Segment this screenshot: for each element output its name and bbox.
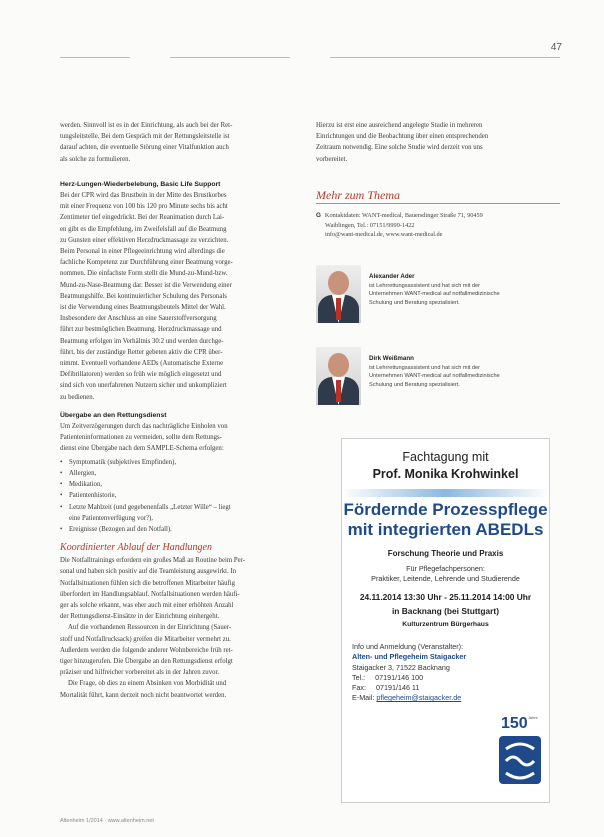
section-heading-cpr: Herz-Lungen-Wiederbelebung, Basic Life Support (60, 180, 221, 188)
ad-city: in Backnang (bei Stuttgart) (391, 606, 500, 616)
text-line: tungsleitstelle. Bei dem Gespräch mit der Rettungsleitstelle ist (60, 133, 230, 141)
text-line: Hierzu ist erst eine ausreichend angelegte Studie in mehreren (316, 122, 483, 129)
coordination-paragraph (60, 555, 298, 701)
text-line: tiger hinzugerufen. Die Übergabe an den Rettungsdienst erfolgt (60, 657, 233, 665)
author-card-weissmann (316, 347, 562, 407)
bio-line: ist Lehrrettungsassistent und hat sich mit der (369, 364, 480, 371)
organizer-name: Alten- und Pflegeheim Staigacker (352, 652, 467, 662)
text-line: ist die Verwendung eines Beatmungsbeutels Mittel der Wahl. (60, 304, 226, 312)
text-line: überfordert im Handlungsablauf. Notfallsituationen werden häufi- (60, 590, 240, 598)
ad-date: 24.11.2014 13:30 Uhr - 25.11.2014 14:00 Uhr (359, 592, 532, 602)
audience-line: Praktiker, Leitende, Lehrende und Studierende (371, 574, 520, 583)
text-line: sonal und haben sich positiv auf die Teamleistung ausgewirkt. In (60, 568, 237, 576)
contact-label: Info und Anmeldung (Veranstalter): (352, 642, 464, 651)
contact-link[interactable]: info@want-medical.de, www.want-medical.de (325, 231, 443, 238)
email-label: E-Mail: (352, 693, 375, 703)
text-line: sind sich von unerfahrenen Nutzern sicher und unkompliziert (60, 382, 227, 390)
text-line: werden. Sinnvoll ist es in der Einrichtung, als auch bei der Ret- (60, 122, 233, 129)
handover-paragraph (60, 421, 298, 455)
ad-title-line: mit integrierten ABEDLs (347, 520, 544, 539)
list-item: • Patientenhistorie, (60, 490, 298, 501)
ad-subtitle: Forschung Theorie und Praxis (387, 549, 504, 558)
contact-line: Waiblingen, Tel.: 07151/9999-1422 (325, 221, 415, 229)
text-line: Mortalität führt, kann derzeit noch nicht beantwortet werden. (60, 691, 227, 699)
author-photo (316, 265, 361, 323)
text-line: stoff und Notfallrucksack) greifen die Mitarbeiter vermehrt zu. (60, 635, 231, 643)
section-heading-coordination: Koordinierter Ablauf der Handlungen (60, 542, 212, 554)
bio-line: Schulung und Beratung spezialisiert. (369, 299, 460, 306)
bio-line: Schulung und Beratung spezialisiert. (369, 381, 460, 388)
ad-venue: Kulturzentrum Bürgerhaus (402, 621, 489, 628)
divider (316, 203, 560, 204)
text-line: Einrichtungen und die Beobachtung über einen entsprechenden (316, 133, 489, 141)
text-line: Beatmungshilfe. Bei kontinuierlicher Schulung des Personals (60, 292, 227, 300)
text-line: Beim Personal in einer Pflegeeinrichtung wird allerdings die (60, 248, 225, 256)
bio-line: Unternehmen WANT-medical auf notfallmedizinische (369, 291, 500, 298)
text-line: zu Gunsten einer effektiven Herzdruckmassage zu verzichten. (60, 236, 229, 244)
anniversary-badge (501, 715, 538, 733)
text-line: Außerdem werden die folgende anderer Wohnbereiche früh ret- (60, 646, 233, 654)
text-line: führt zur bestmöglichen Beatmung. Herzdruckmassage und (60, 326, 222, 334)
text-line: dienst eine Übergabe nach dem SAMPLE-Schema erfolgen: (60, 445, 224, 453)
sample-list (60, 457, 298, 535)
more-on-topic-heading: Mehr zum Thema (316, 188, 400, 202)
text-line: Zentimeter tief eingedrückt. Bei der Reanimation durch Lai- (60, 214, 225, 222)
text-line: vorbereitet. (316, 155, 348, 163)
text-line: führt, bis der zuständige Retter gebeten aktiv die CPR über- (60, 348, 223, 356)
text-line: Mund-zu-Nase-Beatmung dar. Besser ist die Verwendung einer (60, 281, 232, 289)
ad-speaker: Prof. Monika Krohwinkel (372, 467, 519, 481)
contact-line: Kontaktdaten: WANT-medical, Bauersdinger Straße 71, 90459 (324, 212, 483, 219)
text-line: Auf die vorhandenen Ressourcen in der Einrichtung (Sauer- (68, 624, 232, 632)
text-line: darauf achten, die eventuelle Störung einer Vitalfunktion auch (60, 144, 229, 152)
text-line: fachliche Kompetenz zur Durchführung einer Beatmung vorge- (60, 259, 233, 267)
author-bio (369, 273, 559, 307)
organizer-phone: Tel.: 07191/146 100 (352, 672, 424, 682)
list-item: • Letzte Mahlzeit (und gegebenenfalls „Letzter Wille“ – liegt (60, 502, 298, 513)
right-column-intro (316, 120, 562, 165)
page-footer: Altenheim 1/2014 · www.altenheim.net (60, 818, 154, 824)
cpr-paragraph (60, 190, 298, 403)
text-line: nimmt. Eventuell vorhandene AEDs (Automatische Externe (60, 360, 224, 368)
top-rule-mid (170, 57, 290, 58)
author-card-ader (316, 265, 562, 325)
list-item: • Symptomatik (subjektives Empfinden), (60, 457, 298, 468)
organizer-address: Staigacker 3, 71522 Backnang (352, 662, 450, 672)
author-bio (369, 355, 559, 389)
text-line: Insbesondere der Anschluss an eine Sauerstoffversorgung (60, 315, 217, 323)
text-line: ger als solche erkannt, was eher auch mit einer erhöhten Anzahl (60, 601, 234, 609)
intro-paragraph (60, 120, 298, 165)
text-line: mit einer Frequenz von 100 bis 120 pro Minute sechs bis acht (60, 203, 228, 211)
anniversary-label: Jahre (527, 715, 538, 720)
ad-intro: Fachtagung mit (402, 450, 489, 464)
top-rule-right (330, 57, 560, 58)
contact-info (316, 211, 562, 240)
list-item-continuation: eine Patientenverfügung vor?), (69, 514, 153, 522)
text-line: Notfallsituationen fühlen sich die betroffenen Mitarbeiter häufig (60, 579, 236, 587)
list-item: • Ereignisse (Bezogen auf den Notfall). (60, 524, 298, 535)
text-line: als solche zu formulieren. (60, 155, 131, 163)
text-line: Um Zeitverzögerungen durch das nachträgliche Einholen von (60, 423, 228, 431)
list-item: • Medikation, (60, 479, 298, 490)
text-line: der Rettungsdienst-Einsätze in der Einrichtung einhergeht. (60, 613, 220, 621)
ad-title-line: Fördernde Prozesspflege (343, 500, 548, 519)
page-number: 47 (550, 42, 562, 53)
text-line: Die Frage, ob dies zu einem Absinken von Morbidität und (68, 680, 227, 688)
ad-audience (342, 564, 549, 584)
text-line: nommen. Die einfachste Form stellt die Mund-zu-Mund-bzw. (60, 270, 228, 278)
top-rule-left (60, 57, 130, 58)
ad-contact (352, 642, 502, 704)
text-line: Die Notfalltrainings erfordern ein großes Maß an Routine beim Per- (60, 557, 246, 565)
text-line: zu bedienen. (60, 393, 95, 401)
author-photo (316, 347, 361, 405)
info-marker-icon: G (316, 212, 321, 219)
text-line: Patienteninformationen zu vermeiden, sollte dem Rettungs- (60, 434, 222, 442)
text-line: Beatmung erfolgen im Verhältnis 30:2 und werden durchge- (60, 337, 224, 345)
text-line: Bei der CPR wird das Brustbein in der Mitte des Brustkorbes (60, 192, 227, 200)
conference-advertisement (341, 438, 550, 803)
anniversary-number: 150 (501, 715, 528, 732)
organizer-email-row (352, 693, 502, 703)
author-name: Dirk Weißmann (369, 355, 414, 362)
bio-line: ist Lehrrettungsassistent und hat sich mit der (369, 282, 480, 289)
ad-color-band (342, 489, 549, 497)
text-line: en gibt es die Empfehlung, im Zweifelsfall auf die Beatmung (60, 225, 227, 233)
section-heading-handover: Übergabe an den Rettungsdienst (60, 411, 167, 419)
text-line: präziser und hilfreicher vorbereitet als in der Jahren zuvor. (60, 669, 220, 677)
author-name: Alexander Ader (369, 273, 415, 280)
staigacker-logo-icon (498, 735, 542, 785)
email-link[interactable]: pflegeheim@staigacker.de (376, 693, 462, 703)
bio-line: Unternehmen WANT-medical auf notfallmedizinische (369, 373, 500, 380)
text-line: Zeitraum notwendig. Eine solche Studie wird derzeit von uns (316, 144, 483, 152)
left-column (60, 120, 298, 701)
list-item: • Allergien, (60, 468, 298, 479)
audience-line: Für Pflegefachpersonen: (406, 564, 485, 573)
organizer-fax: Fax: 07191/146 11 (352, 683, 420, 693)
ad-title (342, 500, 549, 540)
text-line: Defibrillatoren) werden so früh wie möglich eingesetzt und (60, 371, 222, 379)
